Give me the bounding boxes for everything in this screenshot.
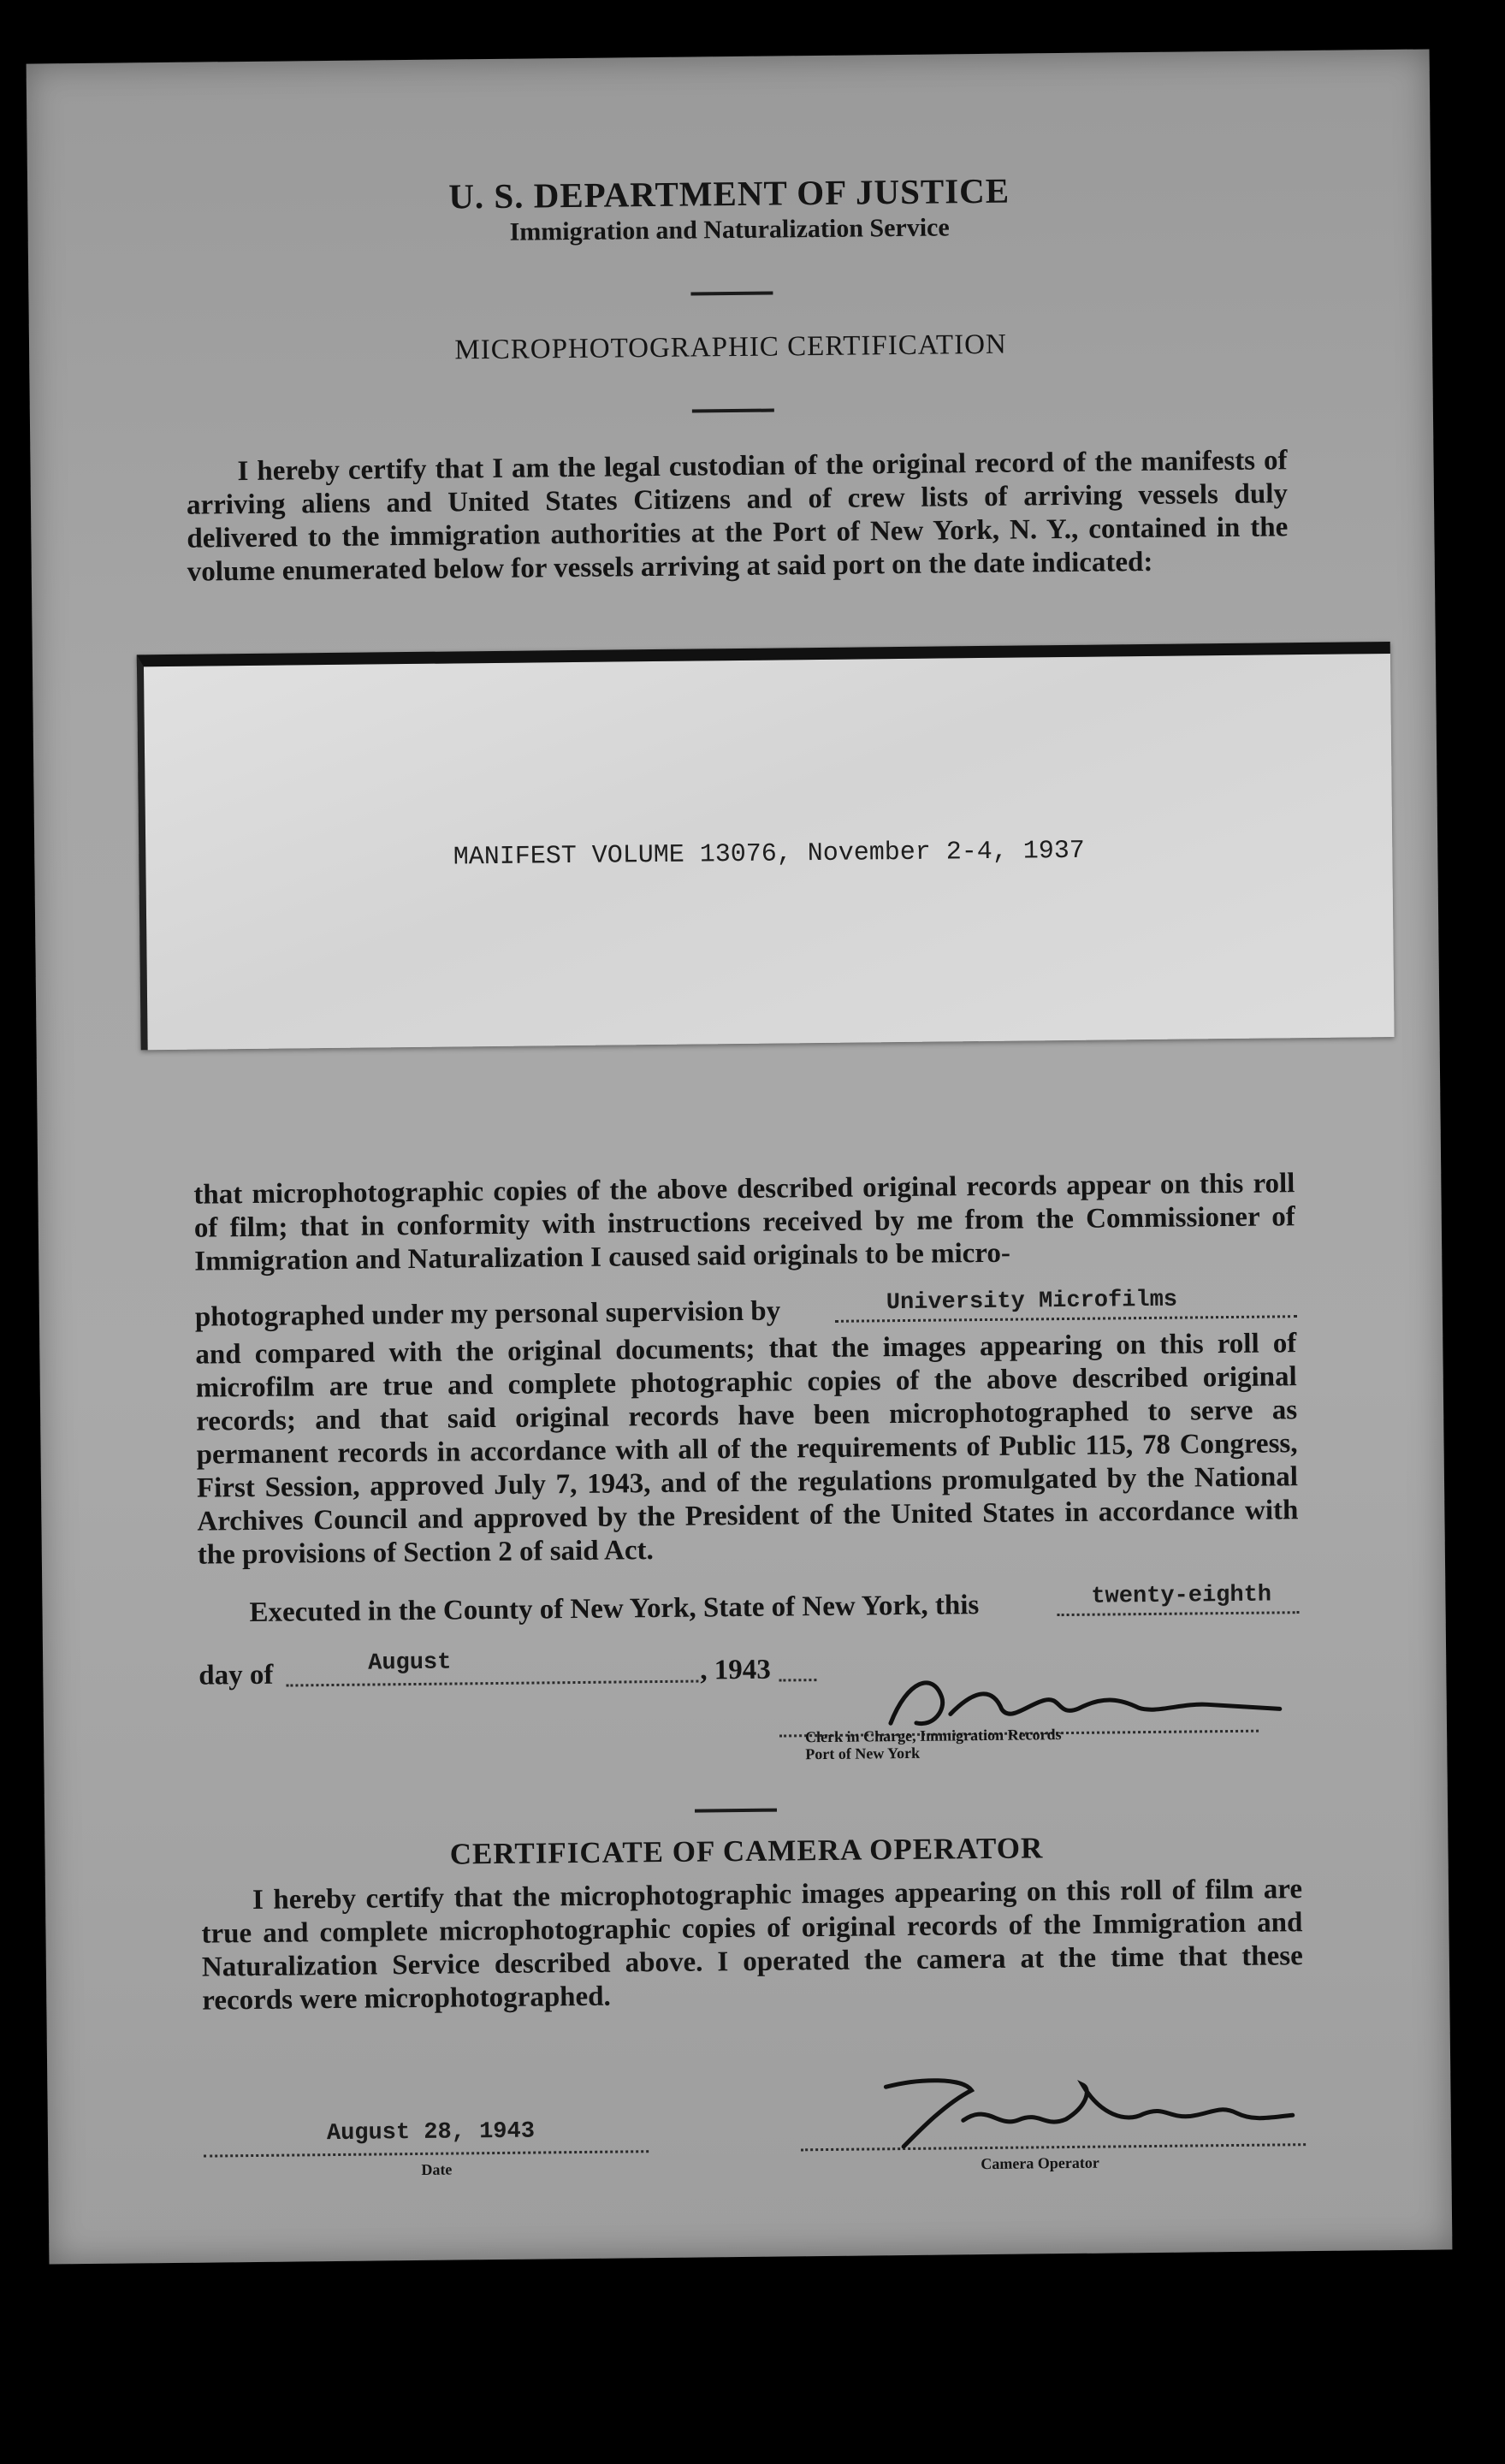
clerk-title [805, 1726, 1062, 1762]
executed-label: Executed in the County of New York, State of New York, this [249, 1590, 980, 1629]
service-subheading: Immigration and Naturalization Service [509, 213, 950, 246]
operator-label: Camera Operator [981, 2153, 1099, 2173]
manifest-slip [137, 642, 1395, 1050]
body-paragraph-1: that microphotographic copies of the above described original records appear on this roll of film; that in conformity with instructions received by me from the Commissioner of Immigration and Naturalization I caused said originals to be micro- [193, 1168, 1295, 1277]
certificate-sheet [27, 49, 1453, 2264]
date-value: August 28, 1943 [326, 2118, 536, 2147]
divider-rule [692, 409, 774, 413]
agency-heading: U. S. DEPARTMENT OF JUSTICE [448, 170, 1010, 216]
divider-rule [695, 1809, 777, 1813]
intro-paragraph: I hereby certify that I am the legal custodian of the original record of the manifests of arriving aliens and United States Citizens and of crew lists of arriving vessels duly delivered to the immigration authorities at the Port of New York, N. Y., contained in the volume enumerated below for vessels arriving at said port on the date indicated: [186, 445, 1289, 588]
day-of-label: day of [198, 1659, 274, 1691]
month-value: August [368, 1650, 452, 1677]
clerk-title-line-1: Clerk in Charge, Immigration Records [805, 1726, 1062, 1746]
year-trailing-line [779, 1650, 816, 1681]
clerk-title-line-2: Port of New York [805, 1744, 921, 1763]
photographed-by-value: University Microfilms [886, 1287, 1178, 1317]
day-value: twenty-eighth [1091, 1582, 1272, 1610]
year-value: , 1943 [700, 1654, 771, 1686]
divider-rule [690, 292, 773, 296]
operator-signature [868, 2065, 1297, 2155]
month-line [286, 1651, 698, 1687]
manifest-volume-text: MANIFEST VOLUME 13076, November 2-4, 1937 [453, 836, 1086, 873]
certification-title: MICROPHOTOGRAPHIC CERTIFICATION [454, 329, 1007, 366]
camera-operator-paragraph: I hereby certify that the microphotographic images appearing on this roll of film are true and complete microphotographic copies of original records of the Immigration and Naturalization Service described above. I operated the camera at the time that these records were microphotographed. [201, 1874, 1304, 2017]
photographed-by-label: photographed under my personal supervision by [194, 1295, 781, 1333]
camera-operator-title: CERTIFICATE OF CAMERA OPERATOR [449, 1831, 1044, 1871]
body-paragraph-2: and compared with the original documents; that the images appearing on this roll of microfilm are true and complete photographic copies of the above described original records; and that said original records have been microphotographed to serve as permanent records in accordance with all of the requirements of Public 115, 78 Congress, First Session, approved July 7, 1943, and of the regulations promulgated by the National Archives Council and approved by the President of the United States in accordance with the provisions of Section 2 of said Act. [195, 1328, 1299, 1571]
date-label: Date [421, 2160, 453, 2178]
